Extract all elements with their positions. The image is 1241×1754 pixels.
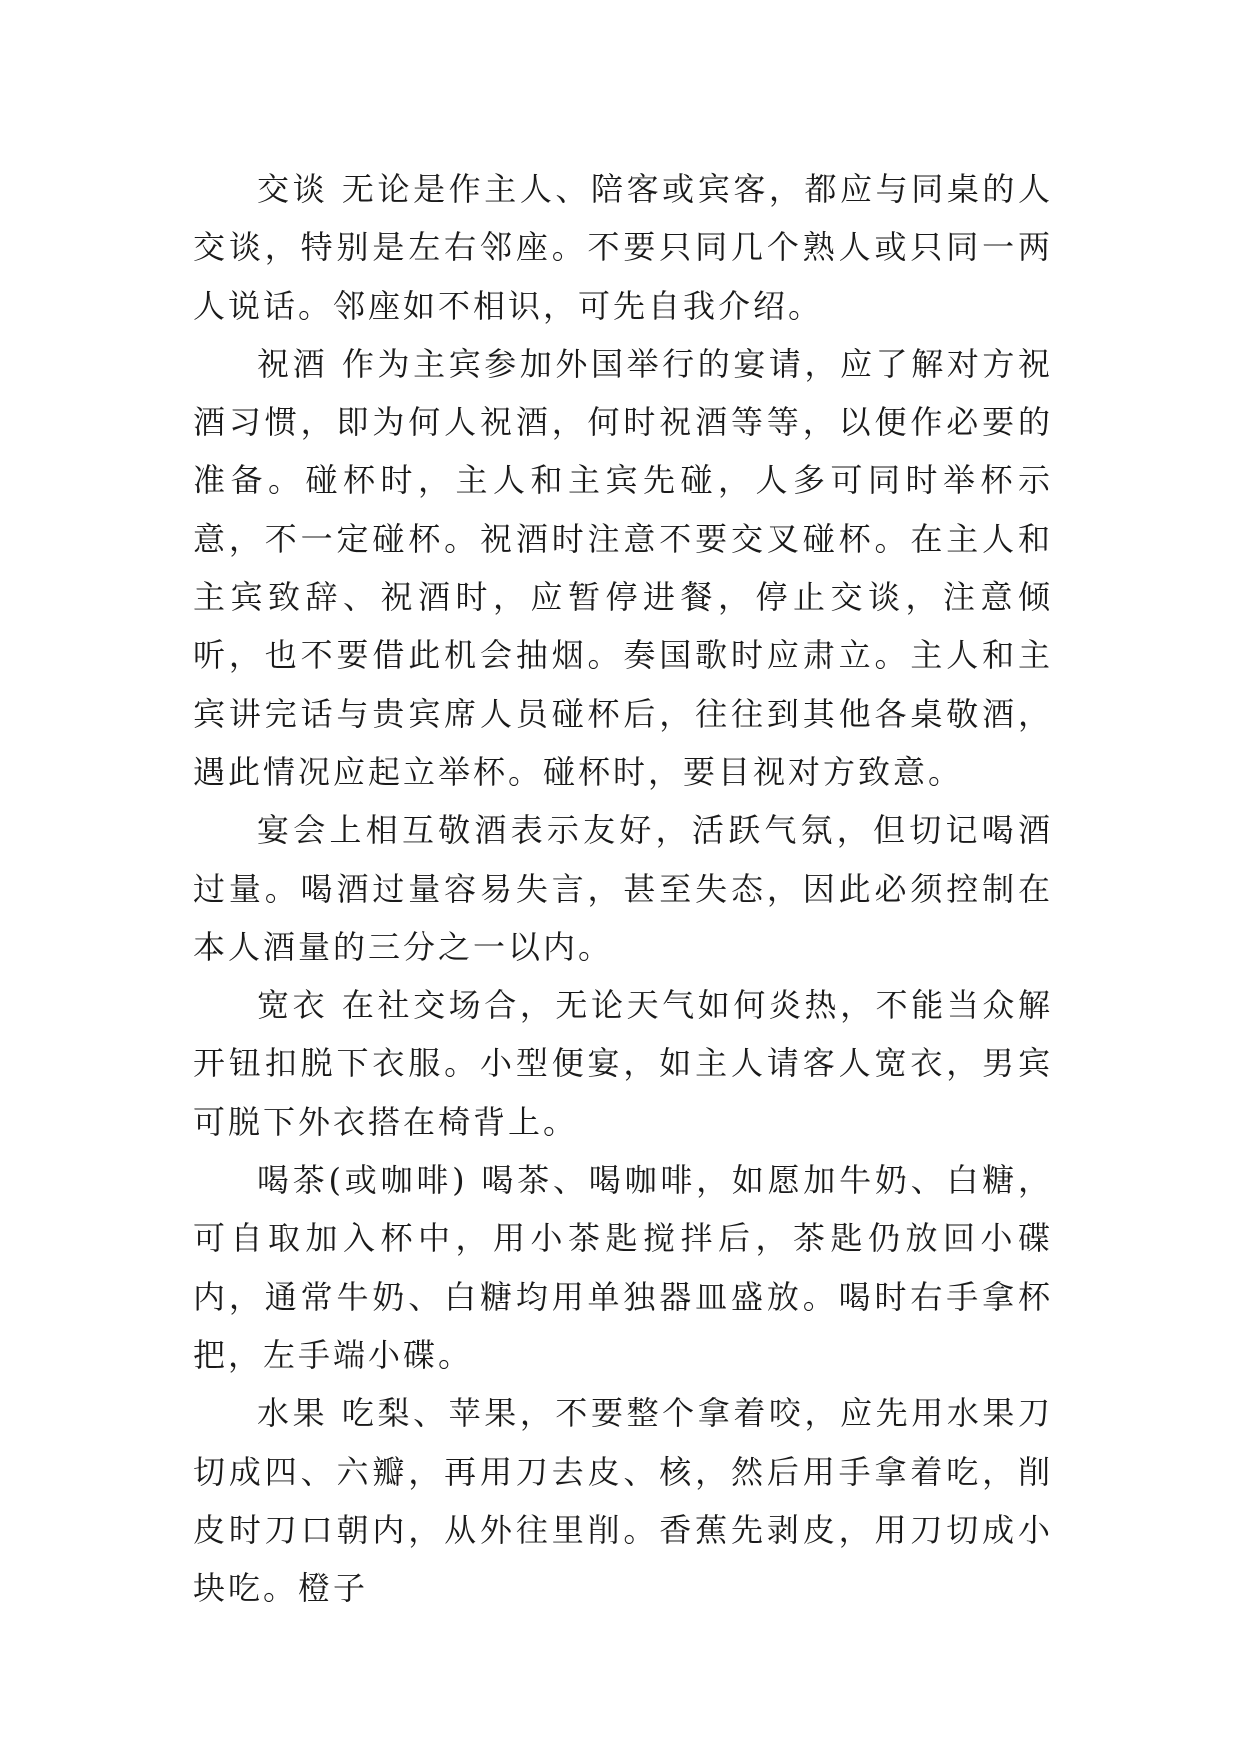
paragraph-toast: 祝酒 作为主宾参加外国举行的宴请，应了解对方祝酒习惯，即为何人祝酒，何时祝酒等等，以便作必要的准备。碰杯时，主人和主宾先碰，人多可同时举杯示意，不一定碰杯。祝酒时注意不要交叉碰杯。在主人和主宾致辞、祝酒时，应暂停进餐，停止交谈，注意倾听，也不要借此机会抽烟。奏国歌时应肃立。主人和主宾讲完话与贵宾席人员碰杯后，往往到其他各桌敬酒，遇此情况应起立举杯。碰杯时，要目视对方致意。 — [193, 344, 1053, 791]
paragraph-fruit: 水果 吃梨、苹果，不要整个拿着咬，应先用水果刀切成四、六瓣，再用刀去皮、核，然后用手拿着吃，削皮时刀口朝内，从外往里削。香蕉先剥皮，用刀切成小块吃。橙子 — [193, 1394, 1053, 1608]
paragraph-conversation: 交谈 无论是作主人、陪客或宾客，都应与同桌的人交谈，特别是左右邻座。不要只同几个熟人或只同一两人说话。邻座如不相识，可先自我介绍。 — [193, 170, 1053, 325]
paragraph-drinking-moderation: 宴会上相互敬酒表示友好，活跃气氛，但切记喝酒过量。喝酒过量容易失言，甚至失态，因此必须控制在本人酒量的三分之一以内。 — [193, 811, 1053, 966]
paragraph-loosening-clothes: 宽衣 在社交场合，无论天气如何炎热，不能当众解开钮扣脱下衣服。小型便宴，如主人请客人宽衣，男宾可脱下外衣搭在椅背上。 — [193, 986, 1053, 1141]
paragraph-tea-coffee: 喝茶(或咖啡) 喝茶、喝咖啡，如愿加牛奶、白糖，可自取加入杯中，用小茶匙搅拌后，茶匙仍放回小碟内，通常牛奶、白糖均用单独器皿盛放。喝时右手拿杯把，左手端小碟。 — [193, 1161, 1053, 1374]
document-body — [193, 160, 1053, 1617]
